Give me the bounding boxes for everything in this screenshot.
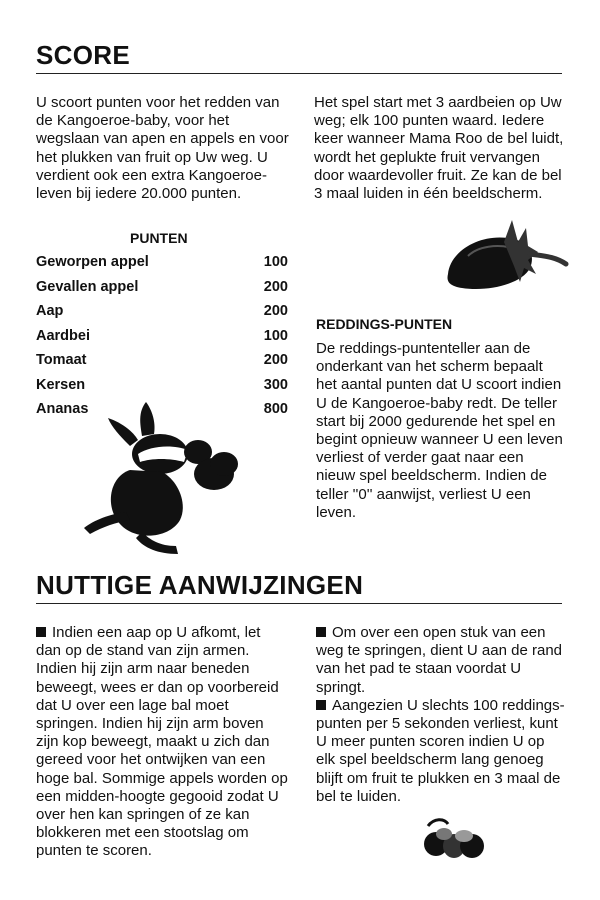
bullet-square-icon: [316, 627, 326, 637]
hint-text: Aangezien U slechts 100 reddings-punten per 5 sekonden verliest, kunt U meer punten scoren indien U op elk spel beeldscherm lang genoeg blijft om fruit te plukken en 3 maal de bel te luiden.: [316, 696, 565, 805]
hints-heading: NUTTIGE AANWIJZINGEN: [36, 570, 364, 600]
hint-item: [316, 624, 566, 697]
points-row: [36, 275, 288, 300]
points-row: [36, 324, 288, 349]
hints-divider: [36, 603, 562, 604]
hint-item: [36, 624, 288, 861]
hint-text: Indien een aap op U afkomt, let dan op de stand van zijn armen. Indien hij zijn arm naar beneden beweegt, wees er dan op voorbereid dat U over een lage bal moet springen. Indien hij zijn arm boven zijn kop beweegt, maakt u zich dan gereed voor het ontwijken van een hoge bal. Sommige appels worden op een midden-hoogte gegooid zodat U over hen kan springen of ze kan blokkeren met een stootslag om punten te scoren.: [36, 624, 288, 860]
points-value: 200: [263, 278, 288, 295]
rescue-text: [316, 340, 566, 522]
points-item: Kersen: [36, 376, 86, 393]
bullet-square-icon: [316, 700, 326, 710]
strawberry-illustration: [438, 212, 570, 302]
score-right-paragraph: Het spel start met 3 aardbeien op Uw weg; elk 100 punten waard. Iedere keer wanneer Mama Roo de bel luidt, wordt het geplukte fruit vervangen door waardevoller fruit. Ze kan de bel 3 maal luiden in één beeldscherm.: [314, 94, 564, 203]
hints-right-column: [316, 624, 566, 806]
rescue-heading: REDDINGS-PUNTEN: [316, 316, 453, 332]
kangaroo-illustration: [80, 396, 245, 556]
points-item: Geworpen appel: [36, 254, 149, 271]
hint-item: [316, 697, 566, 806]
score-right-text: [314, 94, 564, 203]
score-intro-text: [36, 94, 292, 203]
bullet-square-icon: [36, 627, 46, 637]
score-intro-paragraph: U scoort punten voor het redden van de Kangoeroe-baby, voor het wegslaan van apen en appels en voor het plukken van fruit op Uw weg. U verdient ook een extra Kangoeroe-leven bij iedere 20.000 punten.: [36, 94, 289, 203]
points-item: Ananas: [36, 401, 89, 418]
points-value: 300: [263, 376, 288, 393]
rescue-paragraph: De reddings-puntenteller aan de onderkant van het scherm bepaalt het aantal punten dat U scoort indien U de Kangoeroe-baby redt. De teller start bij 2000 gedurende het spel en begint opnieuw wanneer U een leven verliest of verder gaat naar een nieuw spel beeldscherm. Indien de teller ''0'' aanwijst, verliest U een leven.: [316, 340, 563, 521]
points-item: Aap: [36, 303, 64, 320]
points-value: 100: [263, 327, 288, 344]
score-heading: SCORE: [36, 40, 130, 70]
points-title: PUNTEN: [130, 230, 188, 246]
hints-left-column: [36, 624, 288, 861]
points-value: 800: [263, 401, 288, 418]
points-value: 200: [263, 303, 288, 320]
points-value: 100: [263, 254, 288, 271]
points-row: [36, 373, 288, 398]
points-item: Tomaat: [36, 352, 87, 369]
score-divider: [36, 73, 562, 74]
fruit-illustration: [420, 816, 490, 862]
points-row: [36, 250, 288, 275]
points-row: [36, 348, 288, 373]
points-item: Gevallen appel: [36, 278, 139, 295]
hint-text: Om over een open stuk van een weg te springen, dient U aan de rand van het pad te staan voordat U springt.: [316, 624, 562, 696]
points-value: 200: [263, 352, 288, 369]
points-item: Aardbei: [36, 327, 90, 344]
points-row: [36, 299, 288, 324]
